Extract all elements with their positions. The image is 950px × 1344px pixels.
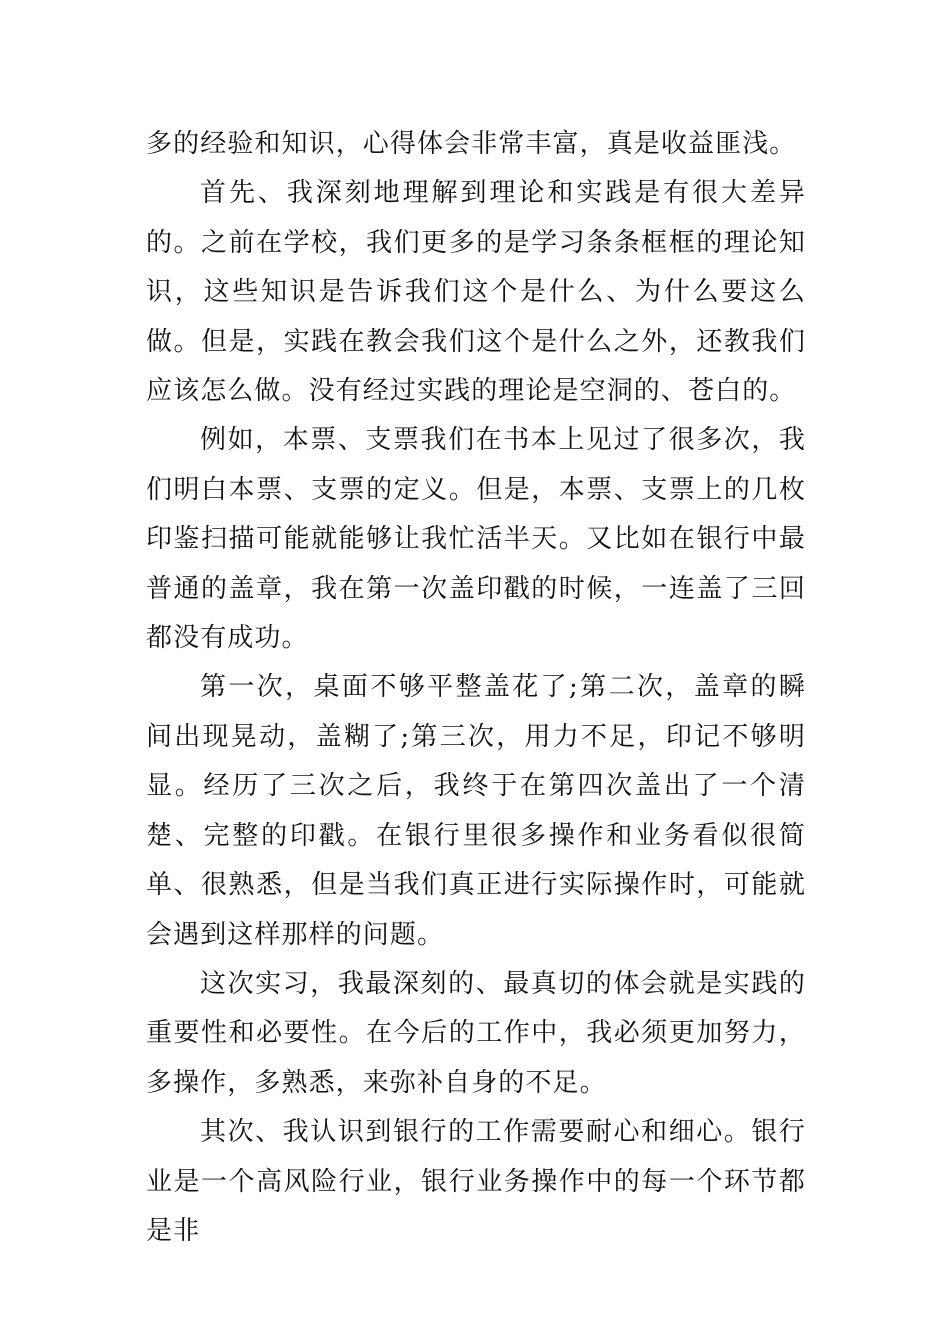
paragraph-example-stamps: 例如，本票、支票我们在书本上见过了很多次，我们明白本票、支票的定义。但是，本票、支票上的几枚印鉴扫描可能就能够让我忙活半天。又比如在银行中最普通的盖章，我在第一次盖印戳的时候，一连盖了三回都没有成功。	[146, 425, 806, 654]
paragraph-theory-practice: 首先、我深刻地理解到理论和实践是有很大差异的。之前在学校，我们更多的是学习条条框框的理论知识，这些知识是告诉我们这个是什么、为什么要这么做。但是，实践在教会我们这个是什么之外，还教我们应该怎么做。没有经过实践的理论是空洞的、苍白的。	[146, 178, 806, 407]
paragraph-continuation: 多的经验和知识，心得体会非常丰富，真是收益匪浅。	[146, 129, 797, 159]
paragraph-stamping-attempts: 第一次，桌面不够平整盖花了;第二次，盖章的瞬间出现晃动，盖糊了;第三次，用力不足，印记不够明显。经历了三次之后，我终于在第四次盖出了一个清楚、完整的印戳。在银行里很多操作和业务看似很简单、很熟悉，但是当我们真正进行实际操作时，可能就会遇到这样那样的问题。	[146, 672, 806, 950]
document-body	[146, 120, 806, 1256]
paragraph-internship-reflection: 这次实习，我最深刻的、最真切的体会就是实践的重要性和必要性。在今后的工作中，我必须更加努力，多操作，多熟悉，来弥补自身的不足。	[146, 968, 806, 1098]
paragraph-patience-care: 其次、我认识到银行的工作需要耐心和细心。银行业是一个高风险行业，银行业务操作中的每一个环节都是非	[146, 1117, 806, 1246]
